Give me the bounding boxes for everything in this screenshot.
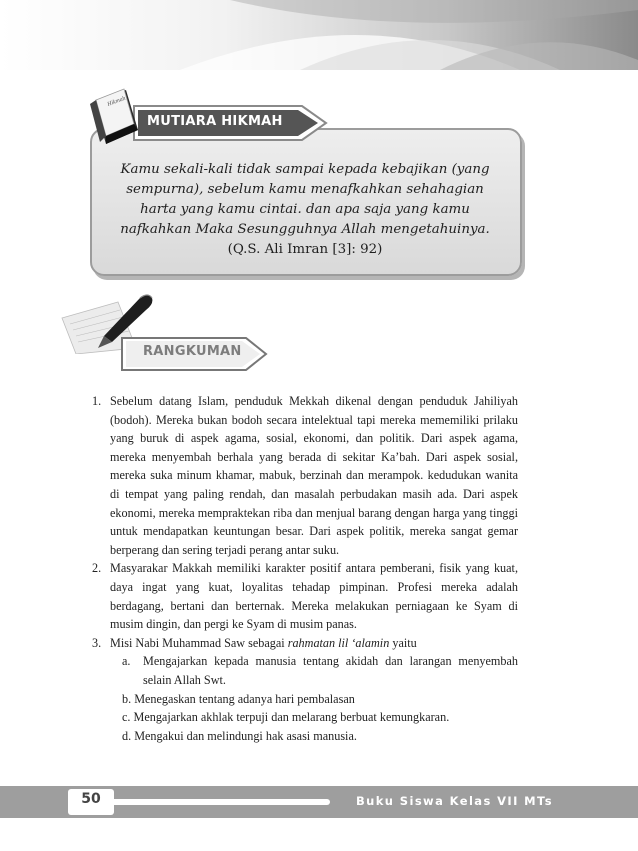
footer-bar [108, 799, 330, 805]
sub-item: c. Mengajarkan akhlak terpuji dan melarang berbuat kemungkaran. [122, 710, 450, 725]
rangkuman-title: RANGKUMAN [143, 344, 242, 359]
item-text-italic: rahmatan lil ‘alamin [287, 635, 390, 650]
footer-book-title: Buku Siswa Kelas VII MTs [356, 794, 553, 808]
item-text-after: yaitu [389, 635, 417, 650]
item-number: 2. [92, 561, 102, 576]
sub-item: b. Menegaskan tentang adanya hari pembalasan [122, 691, 355, 706]
sub-item-text: Mengajarkan kepada manusia tentang akidah dan larangan menyembah selain Allah Swt. [143, 654, 518, 687]
item-text-before: Misi Nabi Muhammad Saw sebagai [110, 635, 288, 650]
item-text [110, 634, 518, 653]
header-decoration [0, 0, 638, 70]
item-number: 3. [92, 635, 102, 650]
item-number: 1. [92, 394, 102, 408]
sub-list [110, 652, 518, 745]
hikmah-quote-line: nafkahkan Maka Sesungguhnya Allah mengetahuinya. [120, 222, 490, 237]
hikmah-quote-line: sempurna), sebelum kamu menafkahkan sehahagian [126, 182, 484, 197]
item-text: Masyarakar Makkah memiliki karakter positif antara pemberani, fisik yang kuat, daya ingat yang kuat, loyalitas tehadap pimpinan. Profesi mereka adalah berdagang, bertani dan berternak. Mereka melakukan perniagaan ke Syam di musim dingin, dan pergi ke Syam di musim panas. [110, 561, 518, 632]
hikmah-quote [110, 160, 500, 260]
list-item [92, 634, 518, 746]
item-text: Sebelum datang Islam, penduduk Mekkah dikenal dengan penduduk Jahiliyah (bodoh). Mereka bukan bodoh secara intelektual tapi mereka mememiliki prilaku yang buruk di aspek agama, sosial, ekonomi, dan politik. Dari aspek agama, mereka menyembah berhala yang berada di sekitar Ka’bah. Dari aspek sosial, mereka suka minum khamar, mabuk, berzinah dan merampok. kedudukan wanita di tempat yang paling rendah, dan masalah perbudakan masih ada. Dari aspek ekonomi, mereka mempraktekan riba dan menjual barang dengan harga yang tinggi untuk mendapatkan keuntungan besar. Dari aspek politik, mereka sangat gemar berperang dan sering terjadi perang antar suku. [110, 394, 518, 557]
list-item [92, 392, 518, 559]
book-icon-label: Hikmah [106, 95, 127, 108]
hikmah-quote-line: Kamu sekali-kali tidak sampai kepada kebajikan (yang [120, 162, 490, 177]
hikmah-title: MUTIARA HIKMAH [147, 114, 283, 129]
hikmah-quote-line: harta yang kamu cintai. dan apa saja yang kamu [140, 202, 470, 217]
sub-item [116, 652, 518, 689]
book-icon [86, 86, 142, 148]
summary-list [92, 392, 518, 745]
list-item [92, 559, 518, 633]
hikmah-reference: (Q.S. Ali Imran [3]: 92) [227, 242, 383, 257]
sub-item-letter: a. [122, 654, 131, 669]
page-number: 50 [81, 791, 101, 807]
sub-item: d. Mengakui dan melindungi hak asasi manusia. [122, 728, 357, 743]
